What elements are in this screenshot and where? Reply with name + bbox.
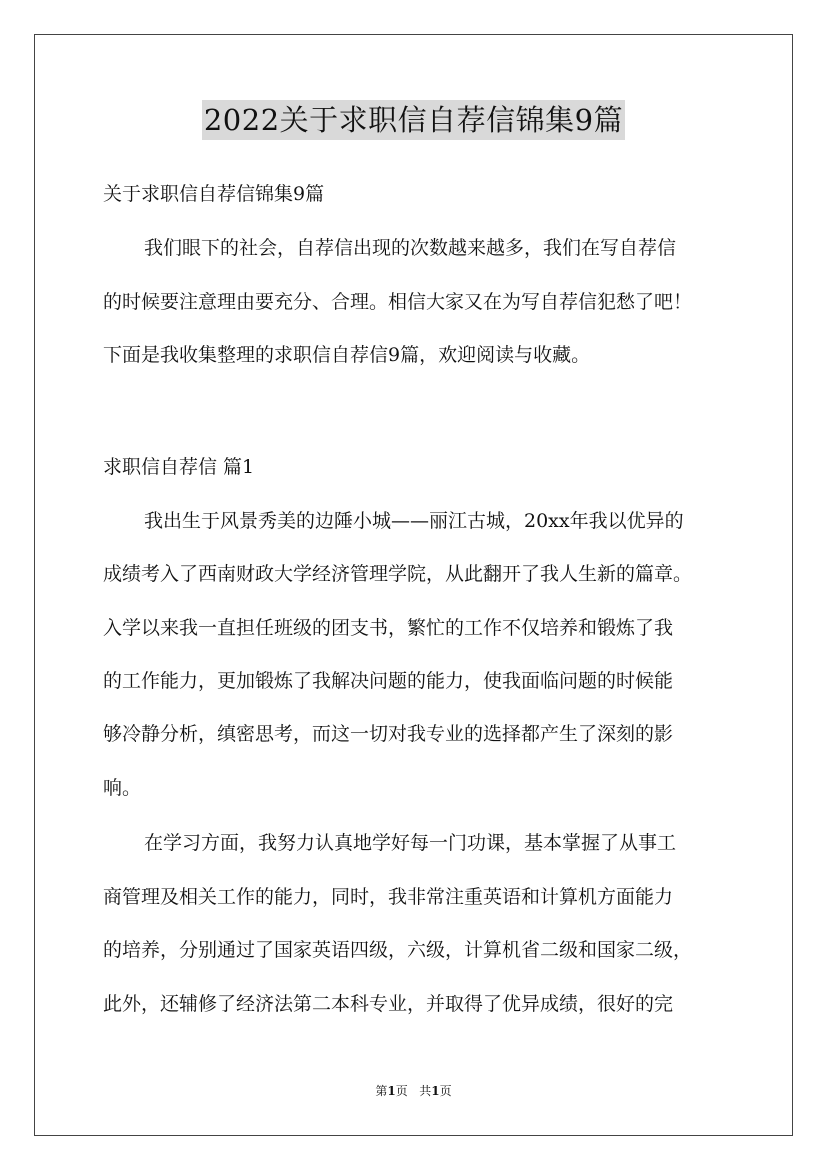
page-suffix: 页 <box>395 1084 408 1098</box>
para1-line-5: 够冷静分析，缜密思考，而这一切对我专业的选择都产生了深刻的影 <box>103 723 674 745</box>
intro-line-3: 下面是我收集整理的求职信自荐信9篇，欢迎阅读与收藏。 <box>103 344 591 366</box>
para1-line-6: 响。 <box>103 777 142 799</box>
intro-line-2: 的时候要注意理由要充分、合理。相信大家又在为写自荐信犯愁了吧！ <box>103 291 693 313</box>
intro-line-1: 我们眼下的社会，自荐信出现的次数越来越多，我们在写自荐信 <box>144 237 677 259</box>
title-block <box>0 100 827 140</box>
page-footer <box>0 1083 827 1099</box>
section-heading: 求职信自荐信 篇1 <box>103 456 255 478</box>
document-title: 2022关于求职信自荐信锦集9篇 <box>202 100 625 140</box>
para2-line-4: 此外，还辅修了经济法第二本科专业，并取得了优异成绩，很好的完 <box>103 993 674 1015</box>
total-suffix: 页 <box>439 1084 452 1098</box>
page-prefix: 第 <box>375 1084 388 1098</box>
para2-line-3: 的培养，分别通过了国家英语四级，六级，计算机省二级和国家二级， <box>103 939 693 961</box>
para2-line-2: 商管理及相关工作的能力，同时，我非常注重英语和计算机方面能力 <box>103 886 674 908</box>
para1-line-3: 入学以来我一直担任班级的团支书，繁忙的工作不仅培养和锻炼了我 <box>103 617 674 639</box>
para1-line-1: 我出生于风景秀美的边陲小城——丽江古城，20xx年我以优异的 <box>144 510 684 532</box>
para1-line-4: 的工作能力，更加锻炼了我解决问题的能力，使我面临问题的时候能 <box>103 670 674 692</box>
total-prefix: 共 <box>419 1084 432 1098</box>
subtitle: 关于求职信自荐信锦集9篇 <box>103 183 325 205</box>
para1-line-2: 成绩考入了西南财政大学经济管理学院，从此翻开了我人生新的篇章。 <box>103 563 693 585</box>
para2-line-1: 在学习方面，我努力认真地学好每一门功课，基本掌握了从事工 <box>144 832 677 854</box>
page-number: 1 <box>387 1084 396 1098</box>
total-pages: 1 <box>431 1084 440 1098</box>
